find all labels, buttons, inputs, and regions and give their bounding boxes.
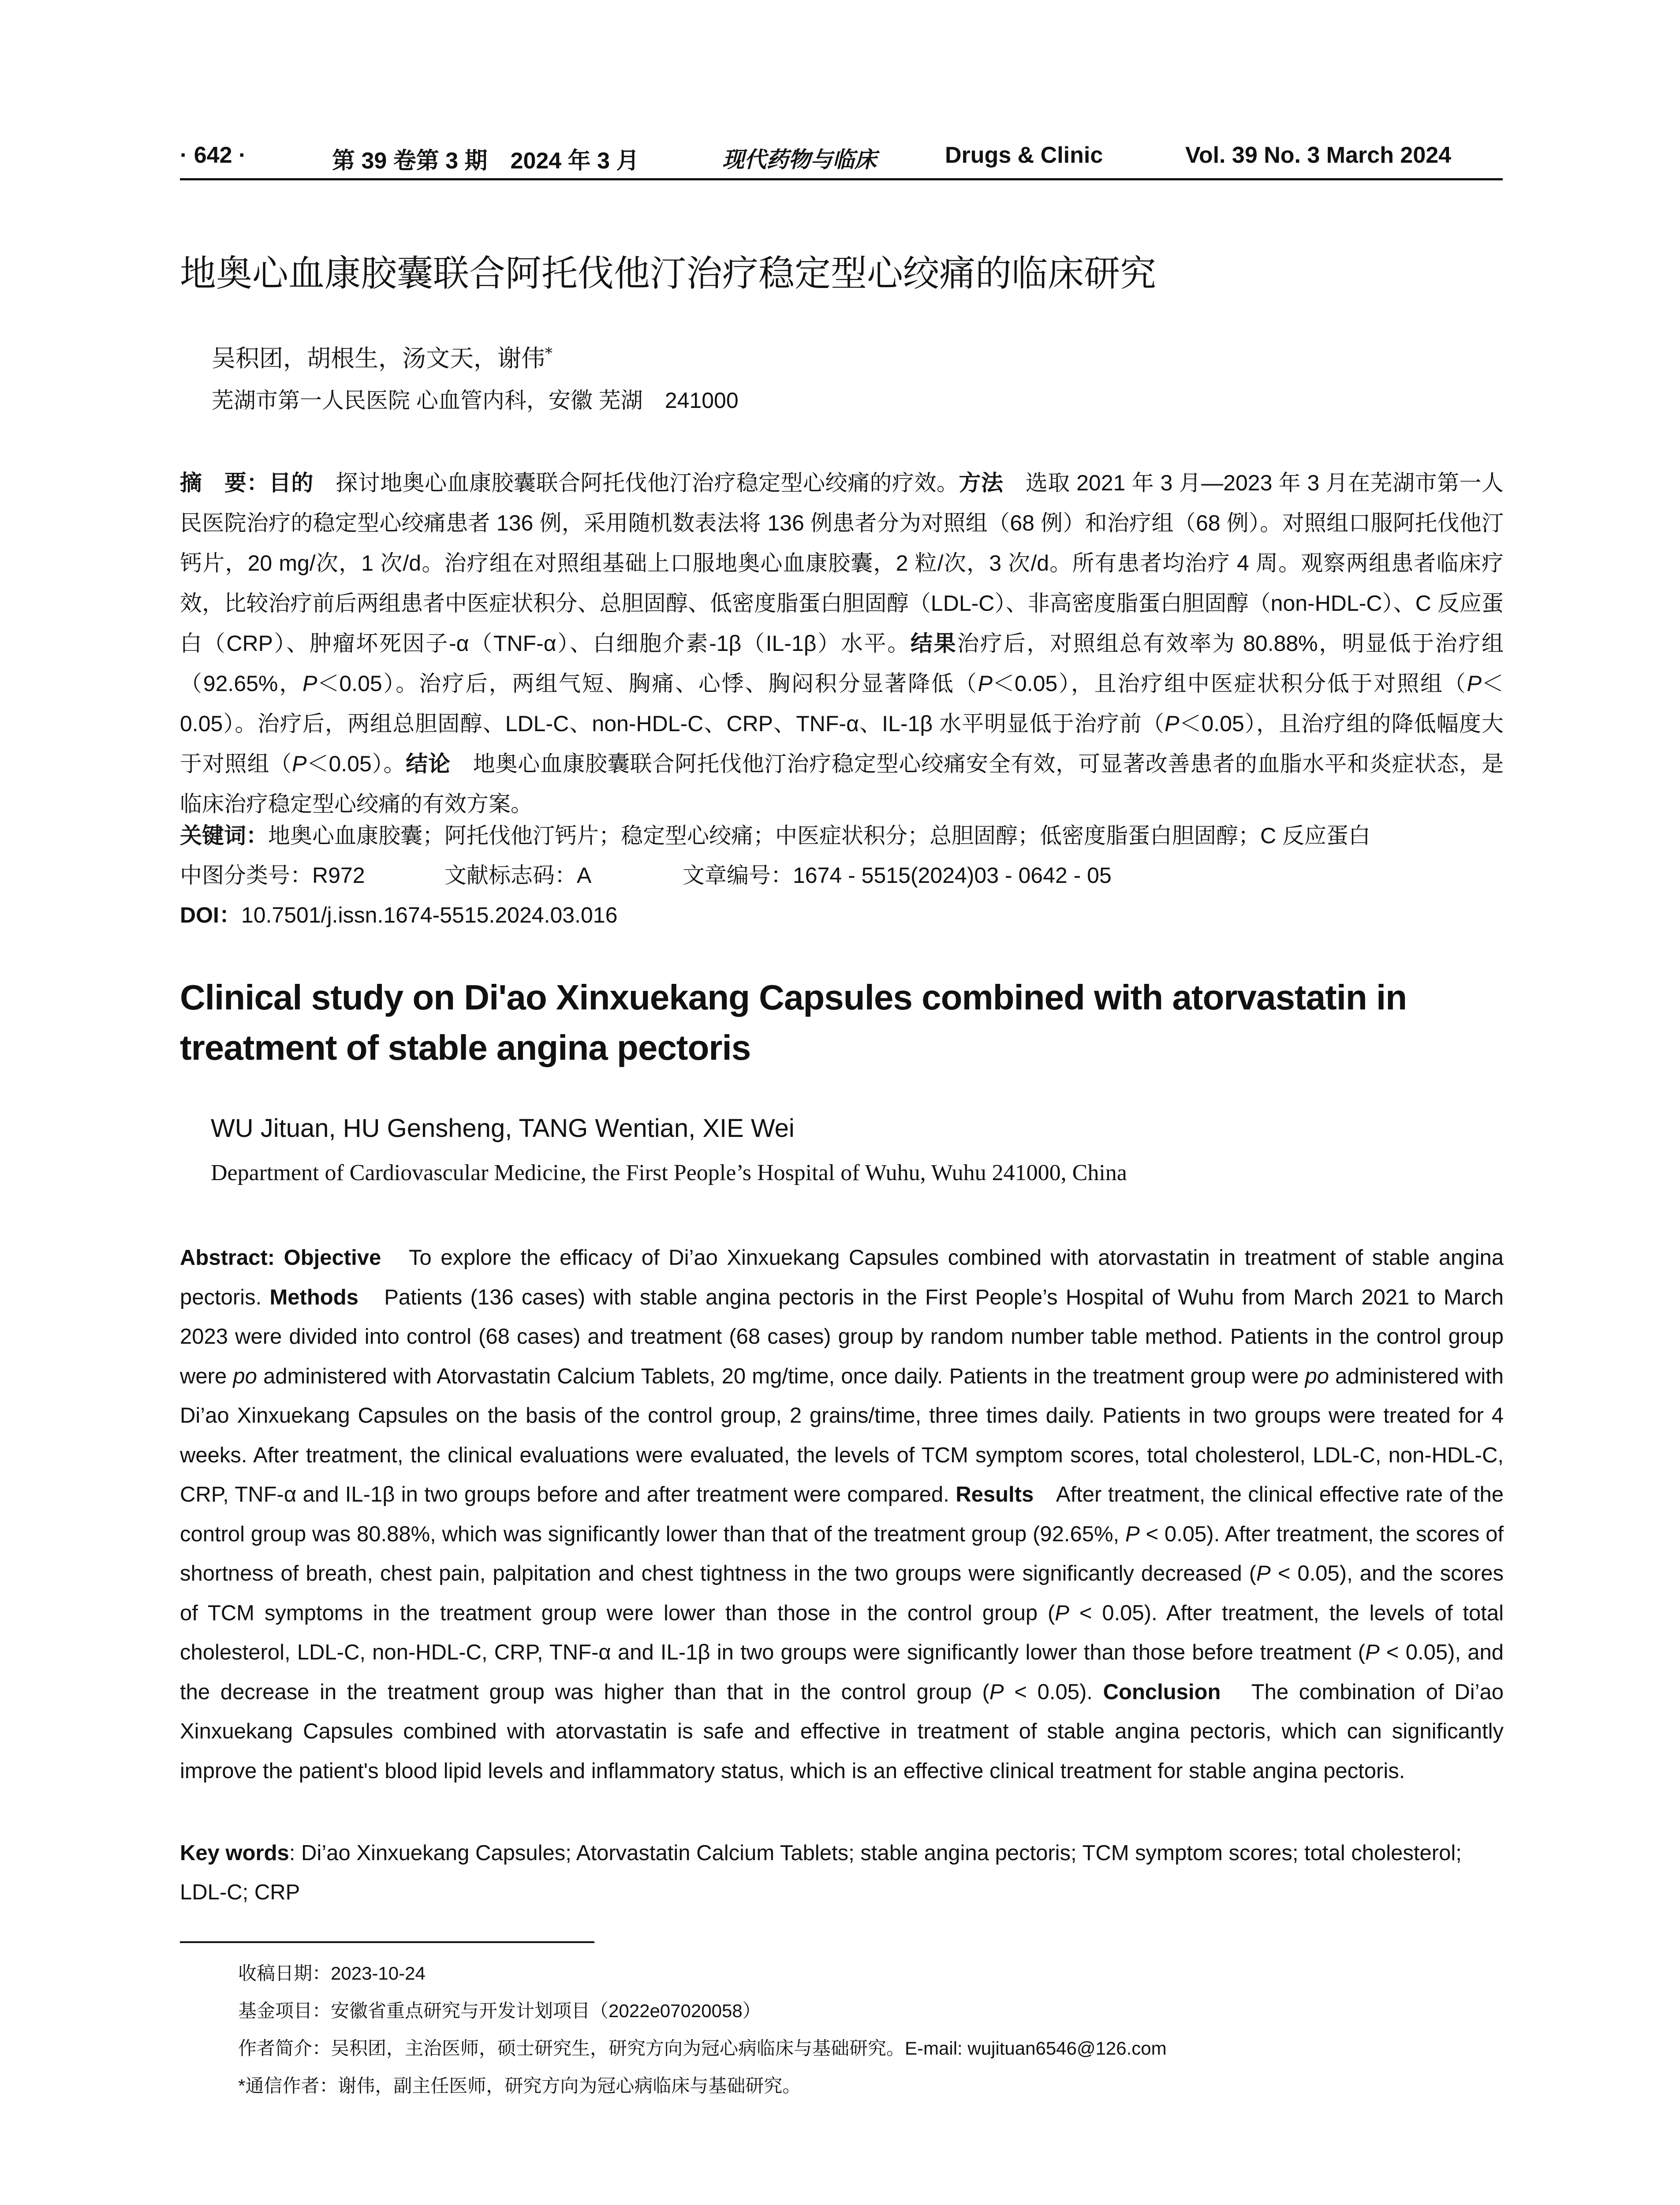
results-text-en: < 0.05), and the scores of TCM symptoms in the treatment group were lower than those in the control group (	[180, 1562, 1504, 1625]
affiliation-en: Department of Cardiovascular Medicine, the First People’s Hospital of Wuhu, Wuhu 241000, China	[211, 1160, 1127, 1185]
results-text-cn: 治疗后，对照组总有效率为 80.88%，明显低于治疗组（92.65%，	[180, 631, 1504, 696]
p-value-symbol: P	[292, 751, 307, 776]
results-text-en: < 0.05), and the decrease in the treatment group was higher than that in the control group (	[180, 1641, 1504, 1704]
journal-name-en: Drugs & Clinic	[945, 142, 1103, 168]
p-value-symbol: P	[1165, 711, 1180, 736]
results-text-cn: ＜0.05），且治疗组的降低幅度大于对照组（	[180, 711, 1504, 776]
p-value-symbol: P	[302, 671, 317, 696]
po-term: po	[233, 1364, 257, 1388]
keywords-en	[180, 1834, 1504, 1912]
results-text-cn: ＜0.05）。治疗后，两组总胆固醇、LDL-C、non-HDL-C、CRP、TNF-α、IL-1β 水平明显低于治疗前（	[180, 671, 1504, 736]
objective-text-cn: 探讨地奥心血康胶囊联合阿托伐他汀治疗稳定型心绞痛的疗效。	[313, 471, 959, 495]
results-text-cn: ＜0.05）。治疗后，两组气短、胸痛、心悸、胸闷积分显著降低（	[317, 671, 978, 696]
running-header	[180, 140, 1503, 180]
article-title-cn: 地奥心血康胶囊联合阿托伐他汀治疗稳定型心绞痛的临床研究	[180, 254, 1157, 294]
methods-text-en: administered with Di’ao Xinxuekang Capsules on the basis of the control group, 2 grains/time, three times daily. Patients in two groups were treated for 4 weeks. After treatment, the clinical evaluations were evaluated, the levels of TCM symptom scores, total cholesterol, LDL-C, non-HDL-C, CRP, TNF-α and IL-1β in two groups before and after treatment were compared.	[180, 1364, 1504, 1506]
methods-text-en: Patients (136 cases) with stable angina pectoris in the First People’s Hospital of Wuhu from March 2021 to March 2023 were divided into control (68 cases) and treatment (68 cases) group by random number table method. Patients in the control group were	[180, 1285, 1504, 1388]
author-list-en: WU Jituan, HU Gensheng, TANG Wentian, XIE Wei	[211, 1114, 795, 1143]
p-value-symbol: P	[1467, 671, 1482, 696]
issue-info-en: Vol. 39 No. 3 March 2024	[1185, 142, 1452, 168]
classification-line	[180, 858, 1504, 889]
results-text-cn: ＜0.05），且治疗组中医症状积分低于对照组（	[992, 671, 1467, 696]
received-value: 2023-10-24	[331, 1963, 426, 1984]
methods-text-en: administered with Atorvastatin Calcium Tablets, 20 mg/time, once daily. Patients in the treatment group were	[257, 1364, 1305, 1388]
results-text-en: After treatment, the clinical effective rate of the control group was 80.88%, which was significantly lower than that of the treatment group (92.65%,	[180, 1483, 1504, 1546]
fund-project	[238, 1992, 1499, 2029]
methods-label-en: Methods	[269, 1285, 358, 1309]
clc-number: 中图分类号：R972	[180, 863, 365, 888]
corresponding-label: *通信作者：	[238, 2075, 338, 2096]
issue-info-cn: 第 39 卷第 3 期 2024 年 3 月	[332, 148, 639, 174]
doi-line	[180, 897, 1504, 929]
objective-text-en: To explore the efficacy of Di’ao Xinxuekang Capsules combined with atorvastatin in treatment of stable angina pectoris.	[180, 1246, 1504, 1309]
author-bio	[238, 2029, 1499, 2067]
abstract-en	[180, 1238, 1504, 1791]
article-title-en: Clinical study on Di'ao Xinxuekang Capsules combined with atorvastatin in treatment of stable angina pectoris	[180, 978, 1407, 1067]
objective-label-cn: 目的	[269, 471, 314, 495]
doi-label: DOI：	[180, 903, 241, 927]
conclusion-label-en: Conclusion	[1103, 1680, 1221, 1704]
p-value-symbol: P	[978, 671, 993, 696]
keywords-cn	[180, 818, 1504, 850]
p-value-symbol: P	[1365, 1641, 1380, 1664]
corresponding-mark: *	[545, 344, 553, 362]
keywords-label-en: Key words	[180, 1841, 289, 1865]
conclusion-label-cn: 结论	[406, 751, 451, 776]
bio-label: 作者简介：	[238, 2038, 331, 2059]
p-value-symbol: P	[1055, 1601, 1069, 1625]
received-date	[238, 1955, 1499, 1992]
footnote-divider	[180, 1941, 594, 1943]
po-term: po	[1305, 1364, 1329, 1388]
fund-value: 安徽省重点研究与开发计划项目（2022e07020058）	[331, 2000, 761, 2021]
abstract-label-cn: 摘 要：	[180, 471, 269, 495]
bio-value: 吴积团，主治医师，硕士研究生，研究方向为冠心病临床与基础研究。E-mail: wujituan6546@126.com	[331, 2038, 1167, 2059]
document-code: 文献标志码：A	[444, 863, 592, 888]
author-list-cn	[212, 340, 553, 374]
keywords-text-en: : Di’ao Xinxuekang Capsules; Atorvastatin Calcium Tablets; stable angina pectoris; TCM symptom scores; total cholesterol; LDL-C; CRP	[180, 1841, 1462, 1904]
results-text-en: < 0.05).	[1004, 1680, 1103, 1704]
conclusion-text-en: The combination of Di’ao Xinxuekang Capsules combined with atorvastatin is safe and effective in treatment of stable angina pectoris, which can significantly improve the patient's blood lipid levels and inflammatory status, which is an effective clinical treatment for stable angina pectoris.	[180, 1680, 1504, 1783]
affiliation-cn: 芜湖市第一人民医院 心血管内科，安徽 芜湖 241000	[212, 388, 739, 413]
objective-label-en: Objective	[284, 1246, 381, 1270]
results-text-cn: ＜0.05）。	[306, 751, 406, 776]
doi-value: 10.7501/j.issn.1674-5515.2024.03.016	[241, 903, 618, 927]
fund-label: 基金项目：	[238, 2000, 331, 2021]
p-value-symbol: P	[989, 1680, 1004, 1704]
author-names-cn: 吴积团，胡根生，汤文天，谢伟	[212, 344, 545, 372]
methods-label-cn: 方法	[959, 471, 1004, 495]
methods-text-cn: 选取 2021 年 3 月—2023 年 3 月在芜湖市第一人民医院治疗的稳定型心绞痛患者 136 例，采用随机数表法将 136 例患者分为对照组（68 例）和治疗组（68 例）。对照组口服阿托伐他汀钙片，20 mg/次，1 次/d。治疗组在对照组基础上口服地奥心血康胶囊，2 粒/次，3 次/d。所有患者均治疗 4 周。观察两组患者临床疗效，比较治疗前后两组患者中医症状积分、总胆固醇、低密度脂蛋白胆固醇（LDL-C）、非高密度脂蛋白胆固醇（non-HDL-C）、C 反应蛋白（CRP）、肿瘤坏死因子-α（TNF-α）、白细胞介素-1β（IL-1β）水平。	[180, 471, 1504, 656]
results-text-en: < 0.05). After treatment, the levels of total cholesterol, LDL-C, non-HDL-C, CRP, TNF-α and IL-1β in two groups were significantly lower than those before treatment (	[180, 1601, 1504, 1664]
keywords-label-cn: 关键词：	[180, 823, 268, 848]
corresponding-value: 谢伟，副主任医师，研究方向为冠心病临床与基础研究。	[338, 2075, 801, 2096]
keywords-text-cn: 地奥心血康胶囊；阿托伐他汀钙片；稳定型心绞痛；中医症状积分；总胆固醇；低密度脂蛋白胆固醇；C 反应蛋白	[268, 823, 1370, 848]
conclusion-text-cn: 地奥心血康胶囊联合阿托伐他汀治疗稳定型心绞痛安全有效，可显著改善患者的血脂水平和炎症状态，是临床治疗稳定型心绞痛的有效方案。	[180, 751, 1504, 816]
results-text-en: < 0.05). After treatment, the scores of shortness of breath, chest pain, palpitation and chest tightness in the two groups were significantly decreased (	[180, 1522, 1504, 1585]
results-label-cn: 结果	[910, 631, 957, 656]
p-value-symbol: P	[1125, 1522, 1140, 1546]
results-label-en: Results	[956, 1483, 1034, 1506]
received-label: 收稿日期：	[238, 1963, 331, 1984]
abstract-cn	[180, 463, 1504, 824]
corresponding-author	[238, 2067, 1499, 2104]
abstract-label-en: Abstract:	[180, 1246, 284, 1270]
journal-name-cn: 现代药物与临床	[722, 146, 877, 172]
footnotes	[238, 1955, 1499, 2104]
page-number: · 642 ·	[180, 142, 246, 168]
article-number: 文章编号：1674 - 5515(2024)03 - 0642 - 05	[683, 863, 1112, 888]
p-value-symbol: P	[1256, 1562, 1271, 1585]
